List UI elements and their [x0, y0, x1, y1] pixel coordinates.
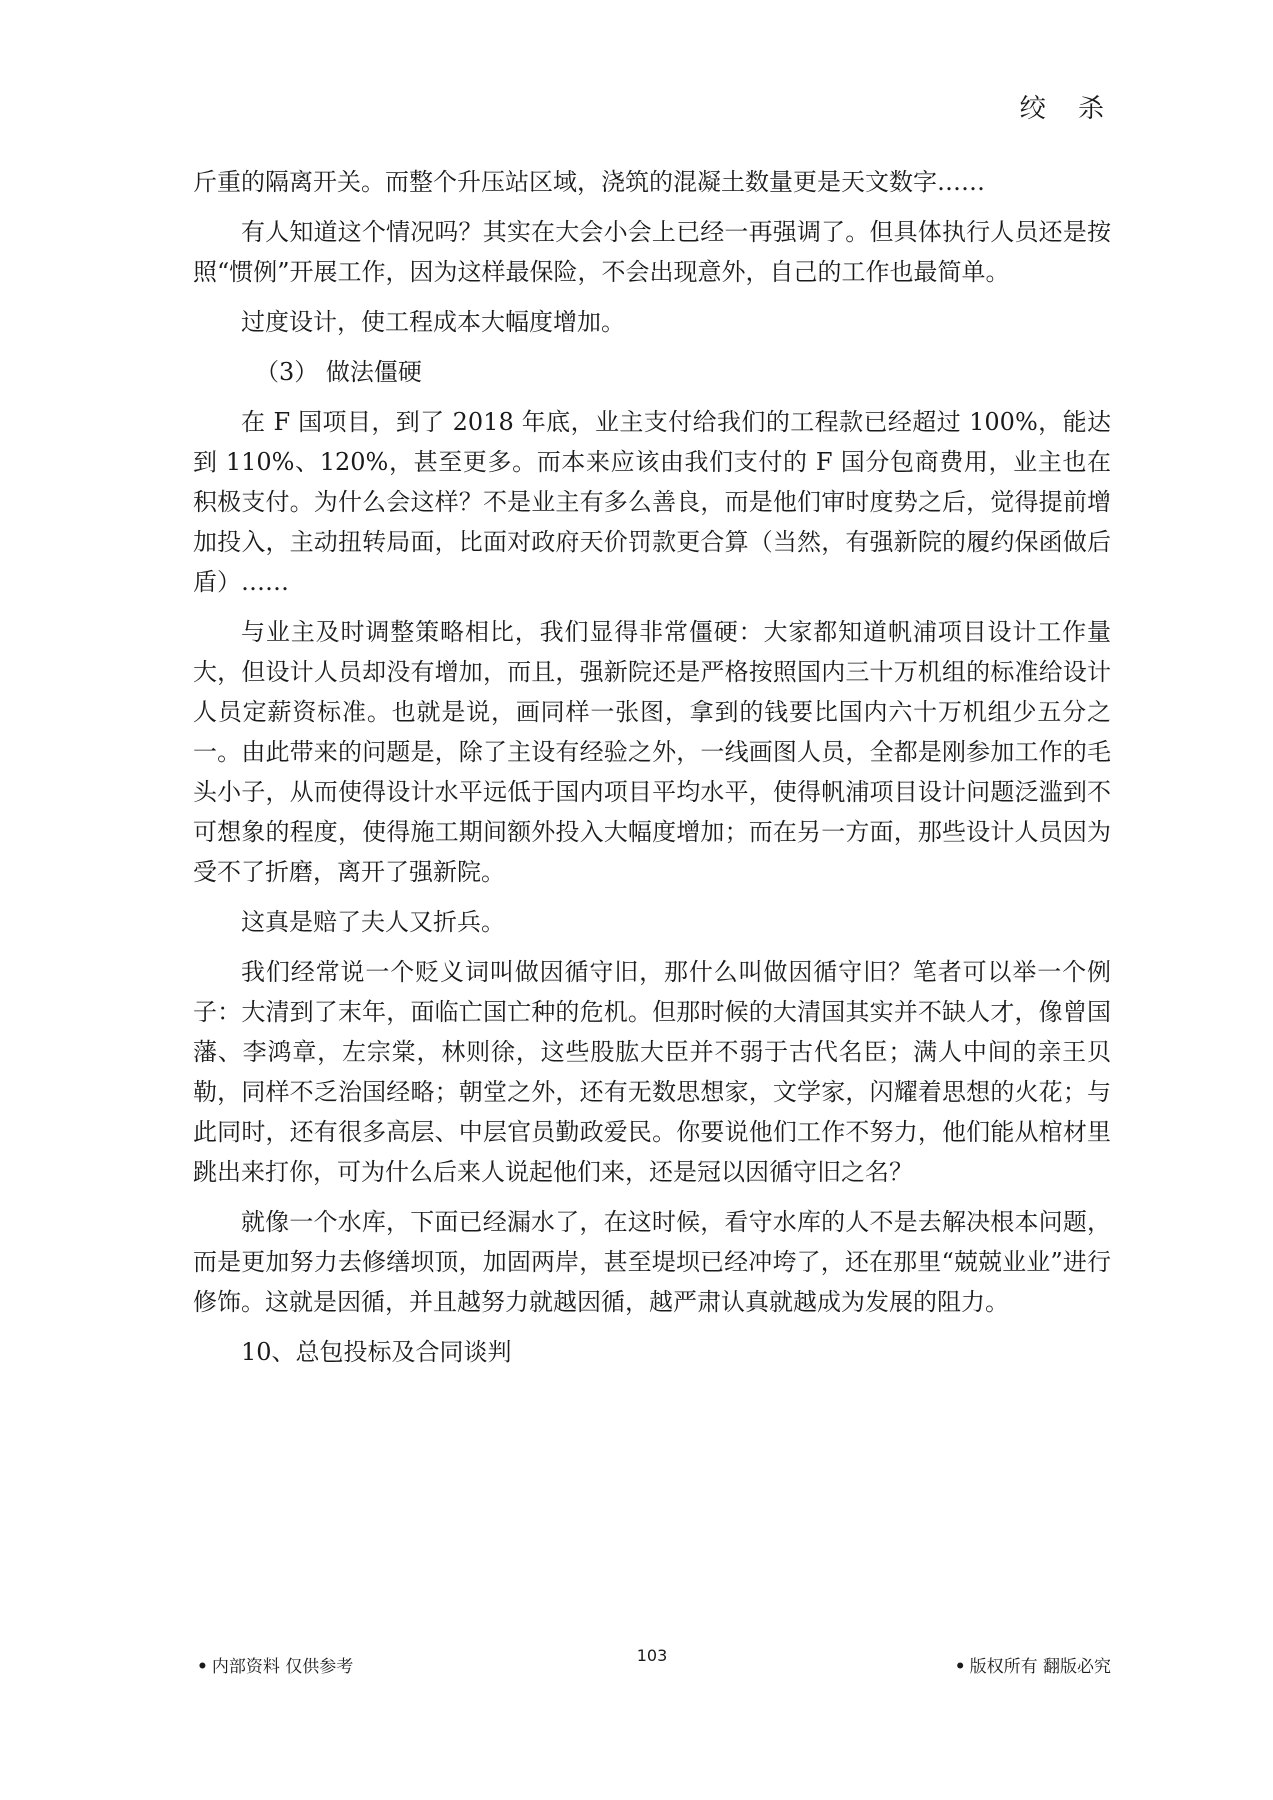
subsection-heading: （3） 做法僵硬: [255, 358, 422, 386]
footer-right-note: [955, 1652, 1111, 1677]
paragraph: 在 F 国项目，到了 2018 年底，业主支付给我们的工程款已经超过 100%，能达到 110%、120%，甚至更多。而本来应该由我们支付的 F 国分包商费用，业主也在积极支付。为什么会这样？不是业主有多么善良，而是他们审时度势之后，觉得提前增加投入，主动扭转局面，比面对政府天价罚款更合算（当然，有强新院的履约保函做后盾）……: [193, 408, 1111, 596]
paragraph: 我们经常说一个贬义词叫做因循守旧，那什么叫做因循守旧？笔者可以举一个例子：大清到了末年，面临亡国亡种的危机。但那时候的大清国其实并不缺人才，像曾国藩、李鸿章，左宗棠，林则徐，这些股肱大臣并不弱于古代名臣；满人中间的亲王贝勒，同样不乏治国经略；朝堂之外，还有无数思想家，文学家，闪耀着思想的火花；与此同时，还有很多高层、中层官员勤政爱民。你要说他们工作不努力，他们能从棺材里跳出来打你，可为什么后来人说起他们来，还是冠以因循守旧之名？: [193, 958, 1111, 1186]
footer-right-text: 版权所有 翻版必究: [969, 1657, 1111, 1677]
page-footer: [193, 1646, 1111, 1682]
body-text: [193, 162, 1111, 1382]
section-heading: 10、总包投标及合同谈判: [241, 1338, 512, 1366]
paragraph: 就像一个水库，下面已经漏水了，在这时候，看守水库的人不是去解决根本问题，而是更加努力去修缮坝顶，加固两岸，甚至堤坝已经冲垮了，还在那里“兢兢业业”进行修饰。这就是因循，并且越努力就越因循，越严肃认真就越成为发展的阻力。: [193, 1208, 1111, 1316]
footer-left-text: 内部资料 仅供参考: [211, 1657, 354, 1677]
paragraph: 这真是赔了夫人又折兵。: [241, 908, 505, 936]
bullet-icon: •: [197, 1657, 208, 1677]
paragraph: 过度设计，使工程成本大幅度增加。: [241, 308, 625, 336]
bullet-icon: •: [954, 1657, 966, 1677]
paragraph: 与业主及时调整策略相比，我们显得非常僵硬：大家都知道帆浦项目设计工作量大，但设计人员却没有增加，而且，强新院还是严格按照国内三十万机组的标准给设计人员定薪资标准。也就是说，画同样一张图，拿到的钱要比国内六十万机组少五分之一。由此带来的问题是，除了主设有经验之外，一线画图人员，全都是刚参加工作的毛头小子，从而使得设计水平远低于国内项目平均水平，使得帆浦项目设计问题泛滥到不可想象的程度，使得施工期间额外投入大幅度增加；而在另一方面，那些设计人员因为受不了折磨，离开了强新院。: [193, 618, 1111, 886]
running-head-title: 绞 杀: [1019, 94, 1116, 124]
paragraph-continuation: 斤重的隔离开关。而整个升压站区域，浇筑的混凝土数量更是天文数字……: [193, 168, 985, 196]
paragraph: 有人知道这个情况吗？其实在大会小会上已经一再强调了。但具体执行人员还是按照“惯例”开展工作，因为这样最保险，不会出现意外，自己的工作也最简单。: [193, 218, 1111, 286]
page-number: 103: [636, 1646, 668, 1665]
